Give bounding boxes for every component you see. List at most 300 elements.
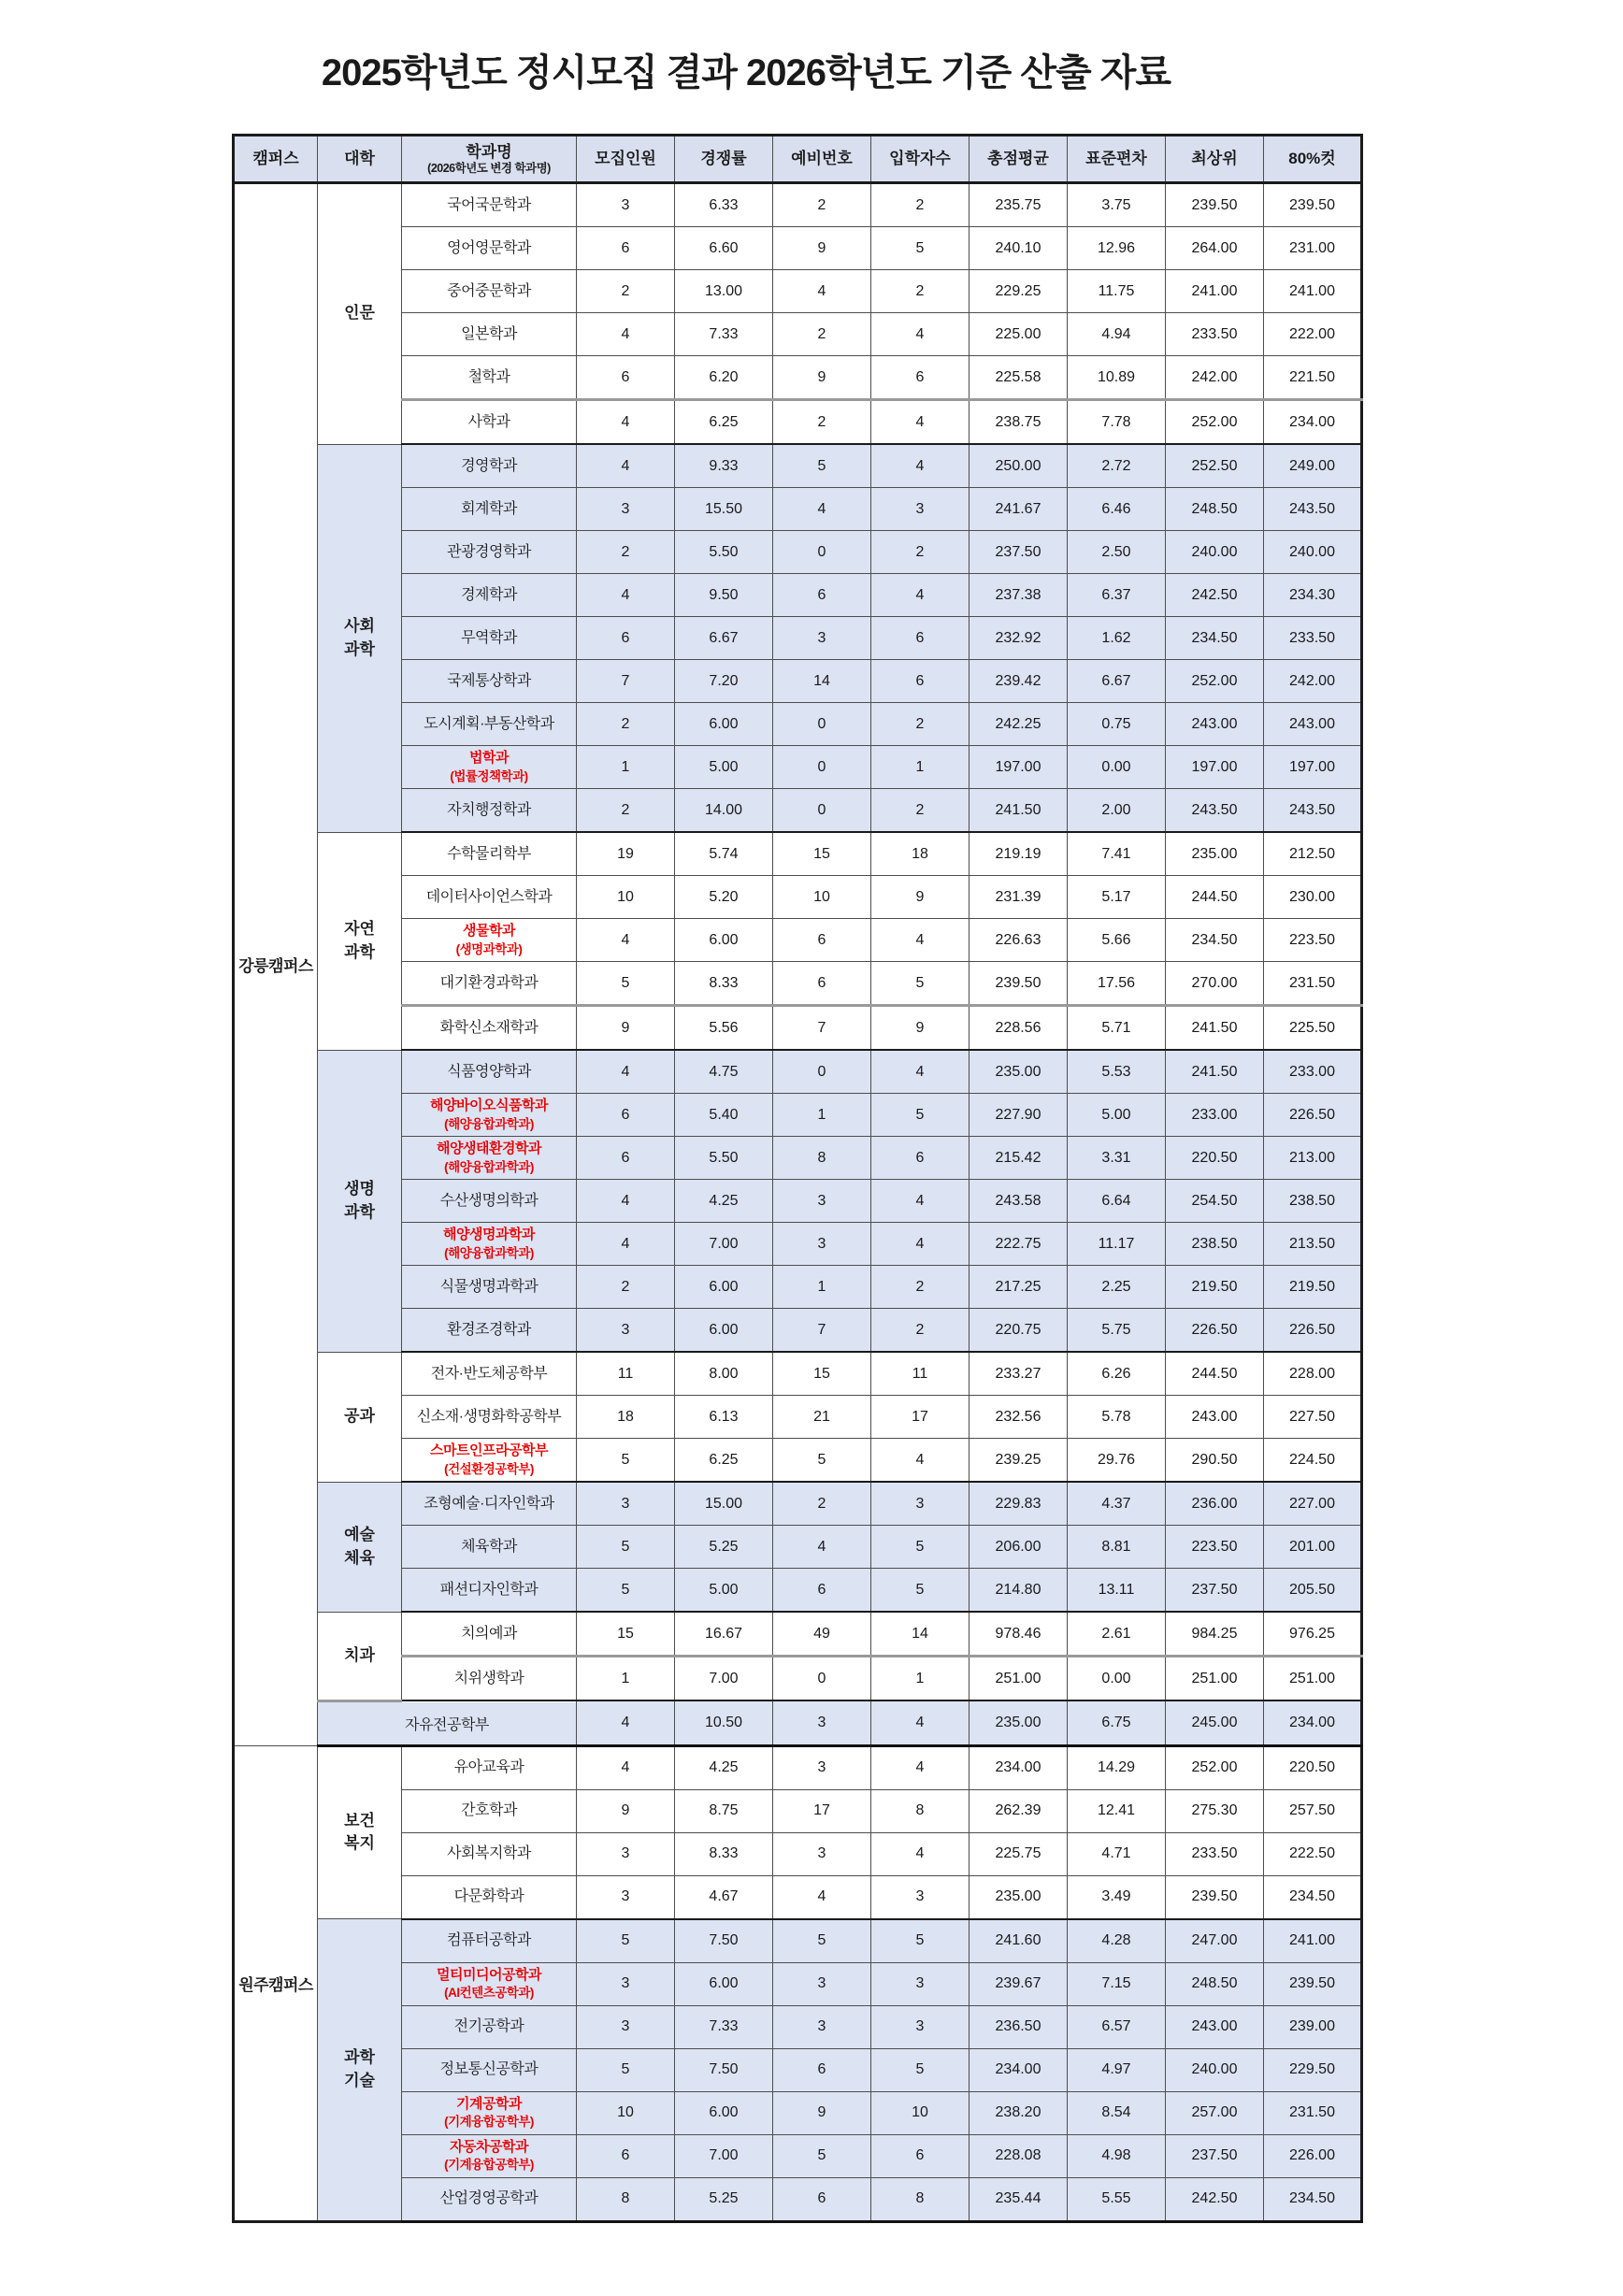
table-row [234, 1180, 1362, 1223]
column-header: 최상위 [1166, 136, 1264, 183]
value-cell: 2 [871, 1309, 969, 1353]
value-cell: 252.00 [1166, 660, 1264, 703]
dept-cell: 식품영양학과 [402, 1050, 577, 1094]
value-cell: 243.50 [1166, 789, 1264, 833]
value-cell: 2 [871, 183, 969, 227]
value-cell: 4 [871, 1745, 969, 1789]
value-cell: 11.75 [1068, 270, 1166, 313]
value-cell: 244.50 [1166, 1352, 1264, 1396]
value-cell: 0 [773, 531, 871, 574]
value-cell: 10 [773, 876, 871, 919]
value-cell: 3 [773, 1962, 871, 2005]
value-cell: 6.60 [675, 227, 773, 270]
value-cell: 243.00 [1166, 2005, 1264, 2048]
value-cell: 6 [577, 356, 675, 400]
value-cell: 13.11 [1068, 1569, 1166, 1613]
value-cell: 6.75 [1068, 1700, 1166, 1745]
value-cell: 5 [577, 2048, 675, 2091]
value-cell: 5.53 [1068, 1050, 1166, 1094]
value-cell: 234.50 [1166, 617, 1264, 660]
value-cell: 6.00 [675, 1266, 773, 1309]
value-cell: 5.75 [1068, 1309, 1166, 1353]
value-cell: 3 [773, 1832, 871, 1875]
value-cell: 244.50 [1166, 876, 1264, 919]
value-cell: 257.50 [1264, 1789, 1362, 1832]
dept-cell: 국어국문학과 [402, 183, 577, 227]
value-cell: 6.33 [675, 183, 773, 227]
value-cell: 242.00 [1166, 356, 1264, 400]
value-cell: 254.50 [1166, 1180, 1264, 1223]
value-cell: 4 [871, 1700, 969, 1745]
value-cell: 4 [773, 488, 871, 531]
value-cell: 984.25 [1166, 1612, 1264, 1657]
value-cell: 217.25 [969, 1266, 1068, 1309]
table-row [234, 400, 1362, 445]
value-cell: 17 [871, 1396, 969, 1439]
value-cell: 7.00 [675, 1657, 773, 1701]
table-row [234, 2091, 1362, 2134]
value-cell: 15 [577, 1612, 675, 1657]
value-cell: 6.26 [1068, 1352, 1166, 1396]
value-cell: 251.00 [1166, 1657, 1264, 1701]
value-cell: 6.00 [675, 1309, 773, 1353]
value-cell: 235.75 [969, 183, 1068, 227]
value-cell: 206.00 [969, 1526, 1068, 1569]
table-row [234, 746, 1362, 789]
college-cell: 사회 과학 [318, 444, 402, 832]
value-cell: 3.31 [1068, 1137, 1166, 1180]
dept-cell: 멀티미디어공학과 (AI컨텐츠공학과) [402, 1962, 577, 2005]
dept-cell: 조형예술·디자인학과 [402, 1482, 577, 1526]
value-cell: 227.00 [1264, 1482, 1362, 1526]
value-cell: 6.00 [675, 2091, 773, 2134]
college-cell: 예술 체육 [318, 1482, 402, 1612]
value-cell: 4.71 [1068, 1832, 1166, 1875]
college-cell: 보건 복지 [318, 1745, 402, 1919]
value-cell: 4 [577, 1745, 675, 1789]
value-cell: 5.00 [675, 746, 773, 789]
value-cell: 5.25 [675, 1526, 773, 1569]
value-cell: 5 [577, 1569, 675, 1613]
value-cell: 4 [577, 313, 675, 356]
value-cell: 2.72 [1068, 444, 1166, 488]
value-cell: 3 [773, 2005, 871, 2048]
value-cell: 8 [773, 1137, 871, 1180]
value-cell: 4.75 [675, 1050, 773, 1094]
table-header [234, 136, 1362, 183]
value-cell: 252.00 [1166, 1745, 1264, 1789]
value-cell: 6 [871, 660, 969, 703]
college-cell: 치과 [318, 1612, 402, 1700]
table-row [234, 876, 1362, 919]
value-cell: 7 [773, 1309, 871, 1353]
value-cell: 1 [773, 1266, 871, 1309]
value-cell: 243.50 [1264, 789, 1362, 833]
value-cell: 248.50 [1166, 1962, 1264, 2005]
value-cell: 5.17 [1068, 876, 1166, 919]
table-row [234, 1352, 1362, 1396]
table-row [234, 1962, 1362, 2005]
value-cell: 226.50 [1264, 1094, 1362, 1137]
value-cell: 5.40 [675, 1094, 773, 1137]
value-cell: 8.81 [1068, 1526, 1166, 1569]
table-row [234, 1223, 1362, 1266]
value-cell: 1 [871, 746, 969, 789]
table-row [234, 1612, 1362, 1657]
value-cell: 231.00 [1264, 227, 1362, 270]
value-cell: 4 [871, 574, 969, 617]
table-row [234, 488, 1362, 531]
value-cell: 241.50 [1166, 1050, 1264, 1094]
value-cell: 9.33 [675, 444, 773, 488]
value-cell: 251.00 [1264, 1657, 1362, 1701]
value-cell: 201.00 [1264, 1526, 1362, 1569]
value-cell: 229.25 [969, 270, 1068, 313]
value-cell: 225.00 [969, 313, 1068, 356]
column-header: 예비번호 [773, 136, 871, 183]
value-cell: 242.00 [1264, 660, 1362, 703]
dept-cell: 영어영문학과 [402, 227, 577, 270]
value-cell: 6.00 [675, 703, 773, 746]
value-cell: 14.29 [1068, 1745, 1166, 1789]
value-cell: 10.89 [1068, 356, 1166, 400]
value-cell: 241.50 [969, 789, 1068, 833]
value-cell: 8.33 [675, 962, 773, 1006]
value-cell: 3 [577, 1962, 675, 2005]
value-cell: 3 [577, 183, 675, 227]
value-cell: 234.00 [1264, 400, 1362, 445]
value-cell: 3 [577, 1309, 675, 1353]
table-row [234, 1832, 1362, 1875]
value-cell: 3.49 [1068, 1875, 1166, 1919]
value-cell: 5.74 [675, 832, 773, 876]
table-row [234, 1094, 1362, 1137]
value-cell: 2 [871, 270, 969, 313]
value-cell: 4 [577, 1700, 675, 1745]
value-cell: 7.50 [675, 1919, 773, 1963]
value-cell: 5 [773, 1439, 871, 1483]
dept-cell: 생물학과 (생명과학과) [402, 919, 577, 962]
value-cell: 3 [871, 1962, 969, 2005]
value-cell: 243.00 [1166, 1396, 1264, 1439]
value-cell: 2 [577, 703, 675, 746]
value-cell: 4 [871, 1832, 969, 1875]
value-cell: 3 [871, 488, 969, 531]
dept-cell: 체육학과 [402, 1526, 577, 1569]
value-cell: 5 [871, 1919, 969, 1963]
value-cell: 231.39 [969, 876, 1068, 919]
table-row [234, 1137, 1362, 1180]
value-cell: 1.62 [1068, 617, 1166, 660]
column-header: 경쟁률 [675, 136, 773, 183]
value-cell: 3 [577, 2005, 675, 2048]
value-cell: 237.38 [969, 574, 1068, 617]
dept-cell: 자동차공학과 (기계융합공학부) [402, 2134, 577, 2177]
value-cell: 4 [577, 400, 675, 445]
value-cell: 251.00 [969, 1657, 1068, 1701]
value-cell: 6.00 [675, 1962, 773, 2005]
value-cell: 3 [773, 1223, 871, 1266]
value-cell: 235.00 [969, 1700, 1068, 1745]
value-cell: 237.50 [969, 531, 1068, 574]
value-cell: 6.46 [1068, 488, 1166, 531]
value-cell: 233.27 [969, 1352, 1068, 1396]
college-cell: 인문 [318, 183, 402, 445]
value-cell: 214.80 [969, 1569, 1068, 1613]
value-cell: 1 [577, 1657, 675, 1701]
value-cell: 221.50 [1264, 356, 1362, 400]
value-cell: 243.00 [1166, 703, 1264, 746]
value-cell: 9 [577, 1789, 675, 1832]
value-cell: 3 [871, 1875, 969, 1919]
value-cell: 5 [577, 1919, 675, 1963]
value-cell: 3 [577, 1482, 675, 1526]
value-cell: 3 [773, 1745, 871, 1789]
table-row [234, 962, 1362, 1006]
value-cell: 226.00 [1264, 2134, 1362, 2177]
value-cell: 4 [577, 1180, 675, 1223]
value-cell: 5.66 [1068, 919, 1166, 962]
table-row [234, 1745, 1362, 1789]
value-cell: 239.42 [969, 660, 1068, 703]
value-cell: 5 [577, 962, 675, 1006]
college-cell: 공과 [318, 1352, 402, 1482]
value-cell: 240.00 [1166, 2048, 1264, 2091]
value-cell: 1 [773, 1094, 871, 1137]
value-cell: 234.50 [1264, 2177, 1362, 2221]
value-cell: 2.00 [1068, 789, 1166, 833]
value-cell: 249.00 [1264, 444, 1362, 488]
value-cell: 3 [871, 1482, 969, 1526]
value-cell: 5.71 [1068, 1006, 1166, 1051]
dept-cell: 산업경영공학과 [402, 2177, 577, 2221]
value-cell: 262.39 [969, 1789, 1068, 1832]
value-cell: 8.33 [675, 1832, 773, 1875]
dept-cell: 일본학과 [402, 313, 577, 356]
dept-cell: 패션디자인학과 [402, 1569, 577, 1613]
value-cell: 6 [871, 1137, 969, 1180]
table-row [234, 703, 1362, 746]
value-cell: 4.25 [675, 1180, 773, 1223]
admissions-results-table [232, 134, 1363, 2223]
value-cell: 2 [773, 1482, 871, 1526]
table-row [234, 1569, 1362, 1613]
table-row [234, 1006, 1362, 1051]
value-cell: 4.67 [675, 1875, 773, 1919]
value-cell: 238.75 [969, 400, 1068, 445]
value-cell: 229.83 [969, 1482, 1068, 1526]
value-cell: 222.75 [969, 1223, 1068, 1266]
table-row [234, 1526, 1362, 1569]
value-cell: 1 [871, 1657, 969, 1701]
value-cell: 270.00 [1166, 962, 1264, 1006]
table-row [234, 1657, 1362, 1701]
table-row [234, 617, 1362, 660]
value-cell: 233.50 [1166, 313, 1264, 356]
value-cell: 232.56 [969, 1396, 1068, 1439]
value-cell: 6.13 [675, 1396, 773, 1439]
value-cell: 3 [577, 1832, 675, 1875]
value-cell: 275.30 [1166, 1789, 1264, 1832]
value-cell: 220.75 [969, 1309, 1068, 1353]
dept-cell: 전기공학과 [402, 2005, 577, 2048]
value-cell: 2 [871, 531, 969, 574]
value-cell: 7.41 [1068, 832, 1166, 876]
value-cell: 4 [871, 1439, 969, 1483]
value-cell: 233.50 [1264, 617, 1362, 660]
value-cell: 6 [871, 2134, 969, 2177]
dept-cell: 법학과 (법률정책학과) [402, 746, 577, 789]
value-cell: 4.98 [1068, 2134, 1166, 2177]
value-cell: 6.00 [675, 919, 773, 962]
value-cell: 10.50 [675, 1700, 773, 1745]
value-cell: 0 [773, 746, 871, 789]
value-cell: 4 [773, 1526, 871, 1569]
value-cell: 12.96 [1068, 227, 1166, 270]
value-cell: 8.54 [1068, 2091, 1166, 2134]
value-cell: 4 [871, 313, 969, 356]
value-cell: 238.20 [969, 2091, 1068, 2134]
table-row [234, 789, 1362, 833]
value-cell: 245.00 [1166, 1700, 1264, 1745]
table-row [234, 1789, 1362, 1832]
value-cell: 240.00 [1264, 531, 1362, 574]
value-cell: 8 [577, 2177, 675, 2221]
value-cell: 4 [871, 919, 969, 962]
table-row [234, 531, 1362, 574]
value-cell: 205.50 [1264, 1569, 1362, 1613]
value-cell: 247.00 [1166, 1919, 1264, 1963]
value-cell: 5 [577, 1439, 675, 1483]
table-row [234, 2005, 1362, 2048]
value-cell: 6 [577, 227, 675, 270]
table-row [234, 270, 1362, 313]
value-cell: 11 [871, 1352, 969, 1396]
value-cell: 5.00 [675, 1569, 773, 1613]
value-cell: 219.50 [1166, 1266, 1264, 1309]
value-cell: 18 [871, 832, 969, 876]
value-cell: 7.78 [1068, 400, 1166, 445]
value-cell: 239.50 [1166, 183, 1264, 227]
dept-cell: 스마트인프라공학부 (건설환경공학부) [402, 1439, 577, 1483]
value-cell: 241.50 [1166, 1006, 1264, 1051]
value-cell: 4 [773, 1875, 871, 1919]
dept-cell: 경제학과 [402, 574, 577, 617]
value-cell: 2 [773, 313, 871, 356]
value-cell: 5 [871, 962, 969, 1006]
value-cell: 226.50 [1166, 1309, 1264, 1353]
value-cell: 6 [871, 617, 969, 660]
value-cell: 215.42 [969, 1137, 1068, 1180]
page-title: 2025학년도 정시모집 결과 2026학년도 기준 산출 자료 [321, 52, 1171, 93]
value-cell: 6 [773, 2048, 871, 2091]
value-cell: 228.08 [969, 2134, 1068, 2177]
column-header: 80%컷 [1264, 136, 1362, 183]
value-cell: 235.00 [969, 1050, 1068, 1094]
table-row [234, 1482, 1362, 1526]
value-cell: 15.50 [675, 488, 773, 531]
value-cell: 243.00 [1264, 703, 1362, 746]
table-row [234, 1309, 1362, 1353]
value-cell: 5.56 [675, 1006, 773, 1051]
value-cell: 250.00 [969, 444, 1068, 488]
value-cell: 9 [577, 1006, 675, 1051]
campus-cell: 원주캠퍼스 [234, 1745, 318, 2221]
value-cell: 4 [577, 1050, 675, 1094]
value-cell: 252.00 [1166, 400, 1264, 445]
value-cell: 234.00 [1264, 1700, 1362, 1745]
value-cell: 264.00 [1166, 227, 1264, 270]
column-header: 총점평균 [969, 136, 1068, 183]
value-cell: 3 [773, 617, 871, 660]
value-cell: 5.20 [675, 876, 773, 919]
value-cell: 3.75 [1068, 183, 1166, 227]
value-cell: 14.00 [675, 789, 773, 833]
value-cell: 2 [577, 789, 675, 833]
value-cell: 6 [773, 1569, 871, 1613]
value-cell: 9 [773, 2091, 871, 2134]
column-header: 표준편차 [1068, 136, 1166, 183]
table-body [234, 183, 1362, 2222]
value-cell: 16.67 [675, 1612, 773, 1657]
value-cell: 9 [773, 356, 871, 400]
value-cell: 7.15 [1068, 1962, 1166, 2005]
value-cell: 234.00 [969, 1745, 1068, 1789]
value-cell: 3 [577, 1875, 675, 1919]
dept-cell: 자치행정학과 [402, 789, 577, 833]
value-cell: 235.00 [969, 1875, 1068, 1919]
college-cell: 생명 과학 [318, 1050, 402, 1352]
value-cell: 2 [577, 531, 675, 574]
value-cell: 2 [577, 1266, 675, 1309]
value-cell: 2 [871, 789, 969, 833]
value-cell: 241.00 [1264, 1919, 1362, 1963]
value-cell: 17.56 [1068, 962, 1166, 1006]
value-cell: 222.50 [1264, 1832, 1362, 1875]
value-cell: 248.50 [1166, 488, 1264, 531]
value-cell: 10 [871, 2091, 969, 2134]
dept-cell: 도시계획·부동산학과 [402, 703, 577, 746]
value-cell: 242.50 [1166, 574, 1264, 617]
college-cell: 자연 과학 [318, 832, 402, 1050]
value-cell: 5.00 [1068, 1094, 1166, 1137]
value-cell: 232.92 [969, 617, 1068, 660]
value-cell: 4 [871, 1180, 969, 1223]
value-cell: 2 [871, 1266, 969, 1309]
value-cell: 241.00 [1264, 270, 1362, 313]
value-cell: 15 [773, 832, 871, 876]
value-cell: 19 [577, 832, 675, 876]
value-cell: 7.33 [675, 2005, 773, 2048]
value-cell: 213.50 [1264, 1223, 1362, 1266]
dept-cell: 대기환경과학과 [402, 962, 577, 1006]
value-cell: 3 [871, 2005, 969, 2048]
dept-cell: 유아교육과 [402, 1745, 577, 1789]
value-cell: 3 [773, 1700, 871, 1745]
value-cell: 219.50 [1264, 1266, 1362, 1309]
dept-cell: 치의예과 [402, 1612, 577, 1657]
value-cell: 5.50 [675, 531, 773, 574]
value-cell: 10 [577, 876, 675, 919]
value-cell: 257.00 [1166, 2091, 1264, 2134]
column-header: 대학 [318, 136, 402, 183]
value-cell: 4 [577, 1223, 675, 1266]
dept-cell: 식물생명과학과 [402, 1266, 577, 1309]
value-cell: 223.50 [1264, 919, 1362, 962]
value-cell: 240.10 [969, 227, 1068, 270]
value-cell: 15.00 [675, 1482, 773, 1526]
value-cell: 7.50 [675, 2048, 773, 2091]
